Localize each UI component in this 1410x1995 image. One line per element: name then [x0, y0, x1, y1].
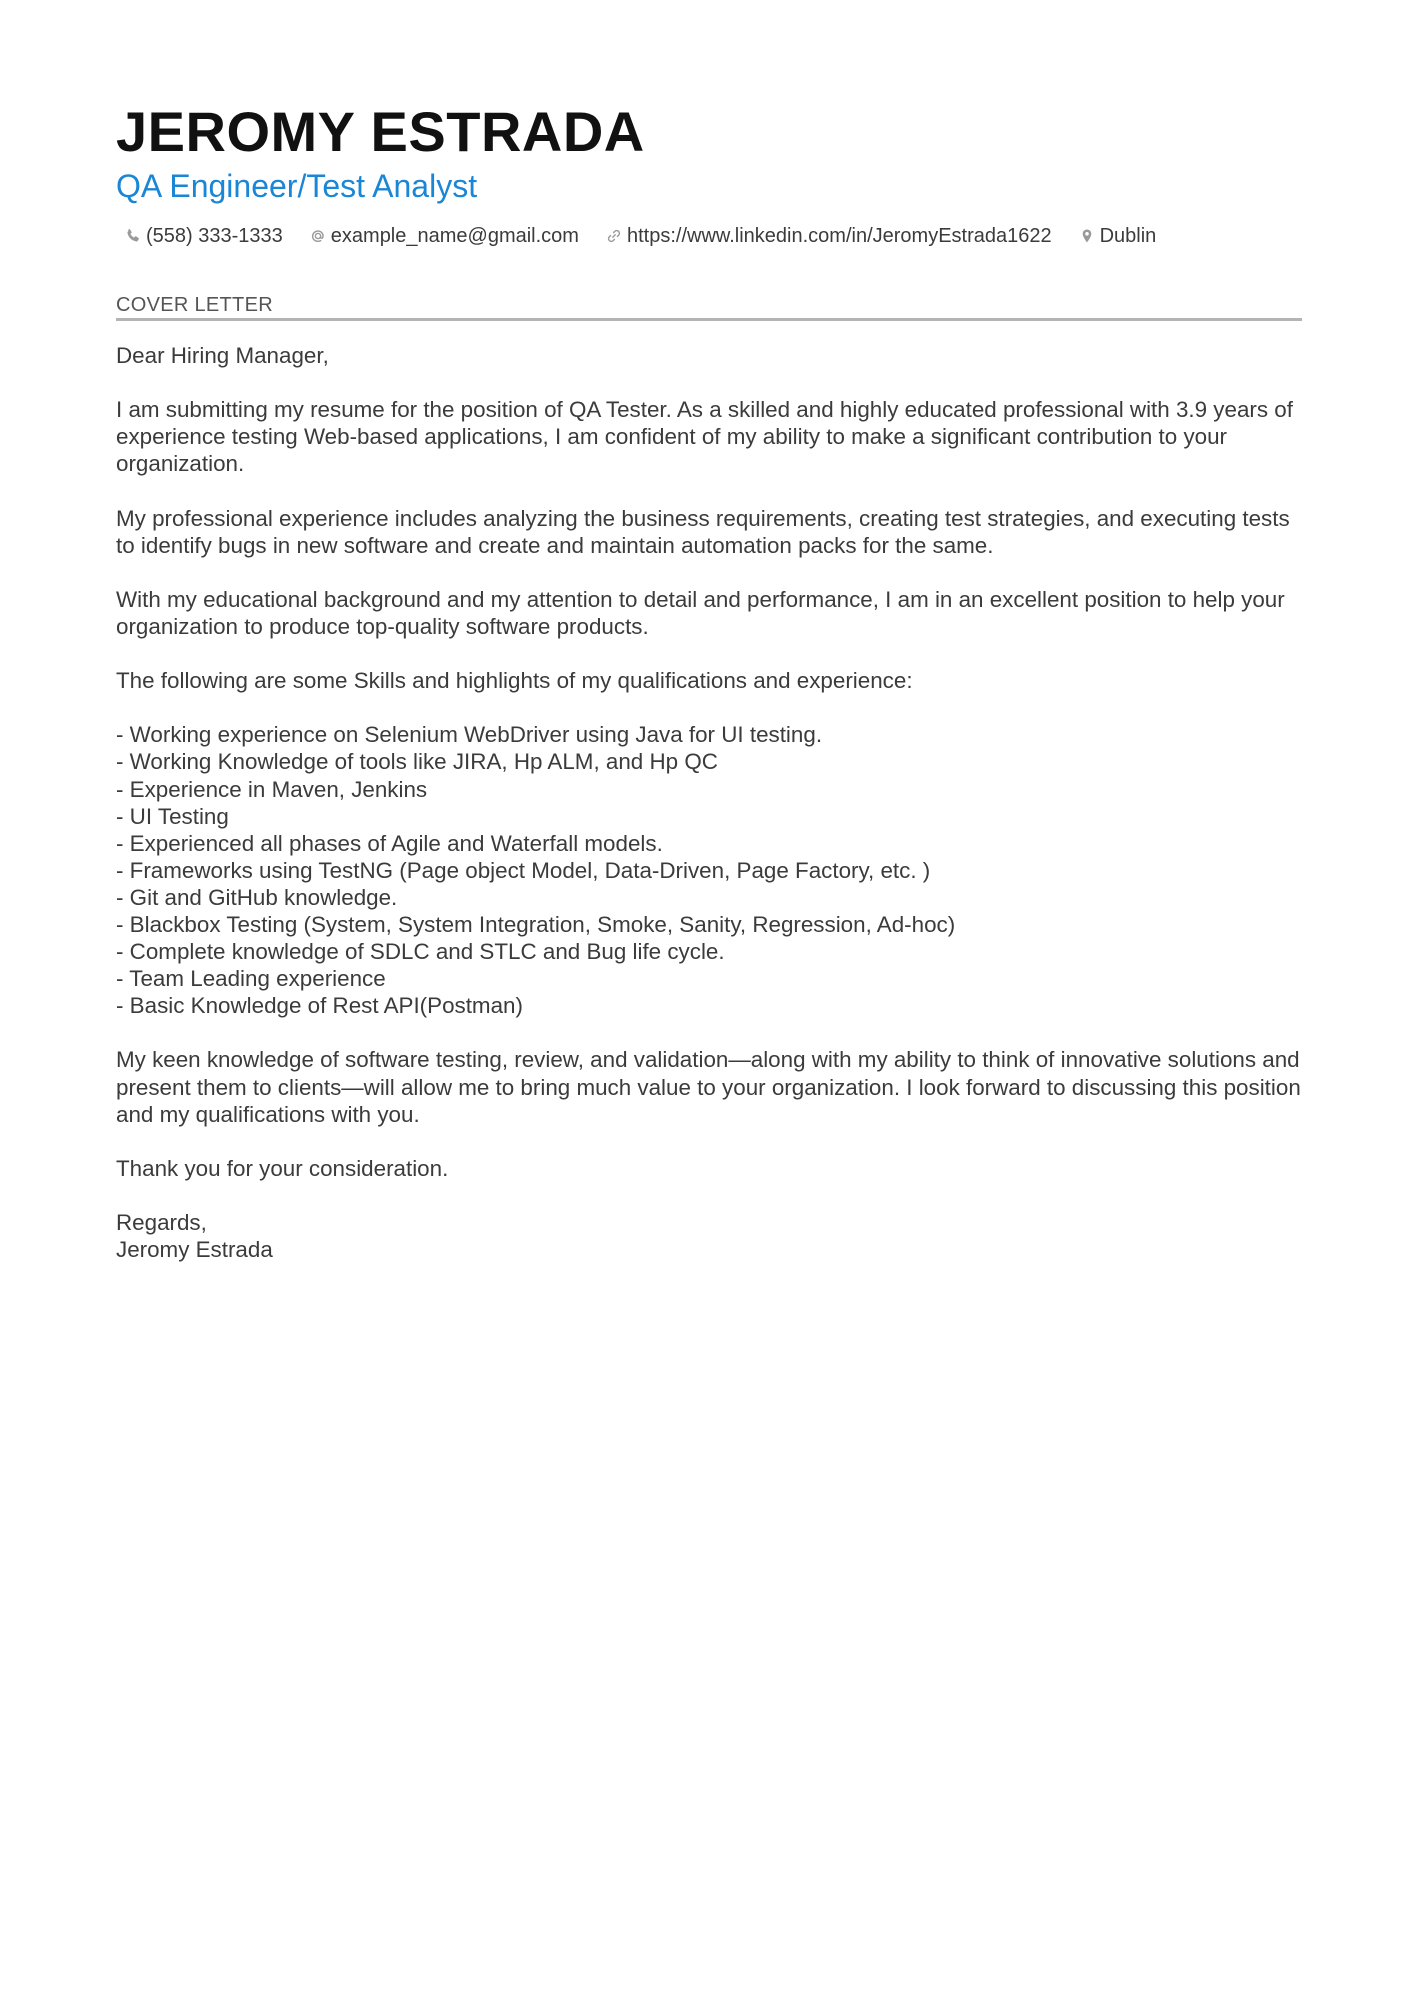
letter-body — [116, 342, 1302, 1290]
letter-paragraph-closing: My keen knowledge of software testing, review, and validation—along with my ability to think of innovative solutions and present them to clients—will allow me to bring much value to your organization. I look forward to discussing this position and my qualifications with you. — [116, 1047, 1301, 1127]
section-heading-cover-letter: COVER LETTER — [116, 294, 273, 316]
letter-paragraph-skills-intro: The following are some Skills and highlights of my qualifications and experience: — [116, 668, 913, 694]
at-icon — [309, 227, 327, 245]
link-icon — [605, 227, 623, 245]
list-item: - Experienced all phases of Agile and Waterfall models. — [116, 830, 663, 856]
phone-text: (558) 333-1333 — [146, 225, 283, 247]
list-item: - Git and GitHub knowledge. — [116, 884, 398, 910]
contact-location — [1078, 222, 1157, 250]
skills-list — [116, 721, 1302, 1019]
contact-email — [309, 222, 579, 250]
list-item: - Basic Knowledge of Rest API(Postman) — [116, 993, 523, 1019]
job-title: QA Engineer/Test Analyst — [116, 168, 478, 204]
contact-phone — [124, 222, 283, 250]
list-item: - Working Knowledge of tools like JIRA, Hp ALM, and Hp QC — [116, 749, 718, 775]
list-item: - Experience in Maven, Jenkins — [116, 776, 428, 802]
letter-greeting: Dear Hiring Manager, — [116, 343, 329, 368]
letter-signature-block — [116, 1209, 1302, 1263]
linkedin-text: https://www.linkedin.com/in/JeromyEstrada1622 — [626, 225, 1052, 247]
list-item: - UI Testing — [116, 803, 229, 829]
location-pin-icon — [1078, 227, 1096, 245]
list-item: - Working experience on Selenium WebDriver using Java for UI testing. — [116, 722, 823, 748]
list-item: - Frameworks using TestNG (Page object Model, Data-Driven, Page Factory, etc. ) — [116, 857, 931, 883]
letter-signature: Jeromy Estrada — [116, 1237, 273, 1263]
letter-paragraph-intro: I am submitting my resume for the position of QA Tester. As a skilled and highly educated professional with 3.9 years of experience testing Web-based applications, I am confident of my ability to make a significant contribution to your organization. — [116, 397, 1293, 477]
letter-paragraph-education: With my educational background and my attention to detail and performance, I am in an excellent position to help your organization to produce top-quality software products. — [116, 586, 1285, 639]
location-text: Dublin — [1099, 225, 1157, 247]
letter-signoff: Regards, — [116, 1210, 207, 1235]
email-text: example_name@gmail.com — [330, 225, 579, 247]
phone-icon — [124, 227, 142, 245]
list-item: - Complete knowledge of SDLC and STLC and Bug life cycle. — [116, 939, 725, 965]
letter-paragraph-experience: My professional experience includes analyzing the business requirements, creating test strategies, and executing tests to identify bugs in new software and create and maintain automation packs for the same. — [116, 505, 1290, 558]
contact-linkedin — [605, 222, 1052, 250]
contact-bar — [124, 222, 1156, 250]
applicant-name: JEROMY ESTRADA — [116, 100, 645, 163]
list-item: - Blackbox Testing (System, System Integration, Smoke, Sanity, Regression, Ad-hoc) — [116, 911, 956, 937]
list-item: - Team Leading experience — [116, 966, 386, 992]
section-divider — [116, 318, 1302, 321]
letter-thanks: Thank you for your consideration. — [116, 1155, 449, 1181]
